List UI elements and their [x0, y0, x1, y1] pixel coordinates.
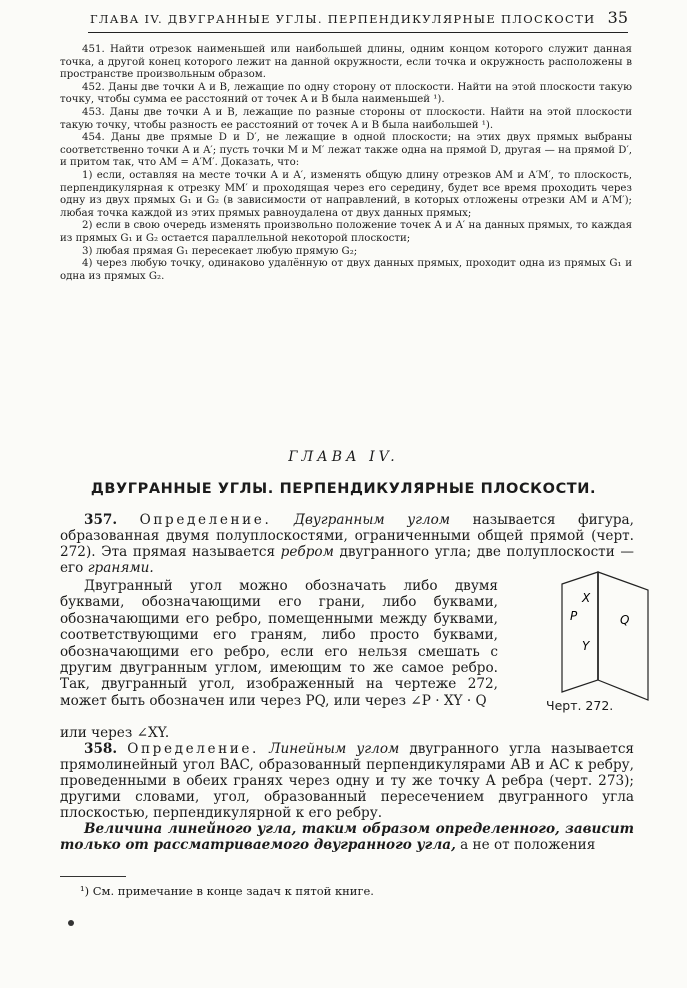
chapter-label: ГЛАВА IV. — [288, 449, 399, 465]
running-head: ГЛАВА IV. ДВУГРАННЫЕ УГЛЫ. ПЕРПЕНДИКУЛЯРНЫЕ ПЛОСКОСТИ — [90, 12, 596, 26]
section-number: 357. — [84, 512, 118, 528]
page-number: 35 — [607, 8, 628, 27]
section-358 — [60, 741, 634, 853]
problem-454-item-3: 3) любая прямая G₁ пересекает любую прямую G₂; — [82, 245, 358, 257]
problem-454-item-1: 1) если, оставляя на месте точки A и A′, изменять общую длину отрезков AM и A′M′, то плоскость, перпендикулярная к отрезку MM′ и проходящая через его середину, будет все время проходить через одну из двух прямых G₁ и G₂ (в зависимости от направлений, в которых отложены отрезки AM и A′M′); любая точка каждой из этих прямых равноудалена от двух данных прямых; — [60, 169, 632, 219]
linear-angle-property — [60, 821, 634, 853]
term-faces: гранями. — [87, 560, 154, 576]
label-p: P — [570, 609, 578, 623]
term-dihedral-angle: Двугранным углом — [293, 512, 451, 528]
section-number: 358. — [84, 741, 118, 757]
property-text: а не от положения — [455, 837, 596, 853]
definition-text-2: двугранного угла; две полуплоскости — его — [60, 544, 634, 576]
label-y: Y — [582, 639, 590, 653]
notation-ending — [60, 725, 634, 741]
definition-358 — [60, 741, 634, 821]
chapter-title: ДВУГРАННЫЕ УГЛЫ. ПЕРПЕНДИКУЛЯРНЫЕ ПЛОСКОСТИ. — [90, 481, 597, 497]
page-mark — [68, 920, 74, 926]
problem-454: 454. Даны две прямые D и D′, не лежащие в одной плоскости; на этих двух прямых выбраны соответственно точки A и A′; пусть точки M и M′ лежат также одна на прямой D, другая — на прямой D′, и притом так, что AM = A′M′. Доказать, что: — [60, 132, 632, 169]
definition-text: двугранного угла называется прямолинейный угол BAC, образованный перпендикулярами AB и AC к ребру, проведенными в обеих гранях через одну и ту же точку A ребра (черт. 273); другими словами, угол, образованный пересечением двугранного угла плоскостью, перпендикулярной к его ребру. — [60, 741, 635, 821]
problem-451: 451. Найти отрезок наименьшей или наибольшей длины, одним концом которого служит данная точка, а другой конец которого лежит на данной окружности, если точка и окружность расположены в пространстве произвольным образом. — [60, 44, 632, 81]
problem-454-item-2: 2) если в свою очередь изменять произвольно положение точек A и A′ на данных прямых, то каждая из прямых G₁ и G₂ остается параллельной некоторой плоскости; — [60, 220, 632, 244]
label-q: Q — [620, 613, 630, 627]
problems-block — [60, 44, 632, 283]
problem-452: 452. Даны две точки A и B, лежащие по одну сторону от плоскости. Найти на этой плоскости такую точку, чтобы сумма ее расстояний от точек A и B была наименьшей ¹). — [60, 81, 632, 106]
definition-word: Определение. — [139, 512, 272, 528]
definition-word: Определение. — [127, 741, 259, 757]
problem-454-item-4: 4) через любую точку, одинаково удалённую от двух данных прямых, проходит одна из прямых G₁ и одна из прямых G₂. — [60, 258, 632, 282]
term-edge: ребром — [280, 544, 334, 560]
property-emphasis: Величина линейного угла, таким образом определенного, зависит только от рассматриваемого двугранного угла, — [60, 821, 634, 853]
label-x: X — [582, 591, 591, 605]
face-q — [598, 572, 648, 700]
figure-caption: Черт. 272. — [546, 698, 614, 713]
notation-ending-text: или через ∠XY. — [60, 725, 170, 741]
page-header — [88, 8, 628, 33]
definition-text: называется фигура, образованная двумя полуплоскостями, ограниченными общей прямой (черт. 272). Эта прямая называется — [60, 512, 634, 560]
notation-text: Двугранный угол можно обозначать либо двумя буквами, обозначающими его грани, либо буквами, обозначающими его ребро, помещенными между буквами, соответствующими его граням, либо просто буквами, обозначающими его ребро, если его нельзя смешать с другим двугранным углом, имеющим то же самое ребро. Так, двугранный угол, изображенный на чертеже 272, может быть обозначен или через PQ, или через ∠P · XY · Q — [60, 578, 498, 709]
face-p — [562, 572, 598, 692]
term-linear-angle: Линейным углом — [269, 741, 400, 757]
problem-453: 453. Даны две точки A и B, лежащие по разные стороны от плоскости. Найти на этой плоскости такую точку, чтобы разность ее расстояний от точек A и B была наибольшей ¹). — [60, 106, 632, 131]
footnote: ¹) См. примечание в конце задач к пятой книге. — [80, 884, 374, 898]
notation-paragraph — [60, 578, 498, 709]
footnote-divider — [60, 876, 126, 877]
